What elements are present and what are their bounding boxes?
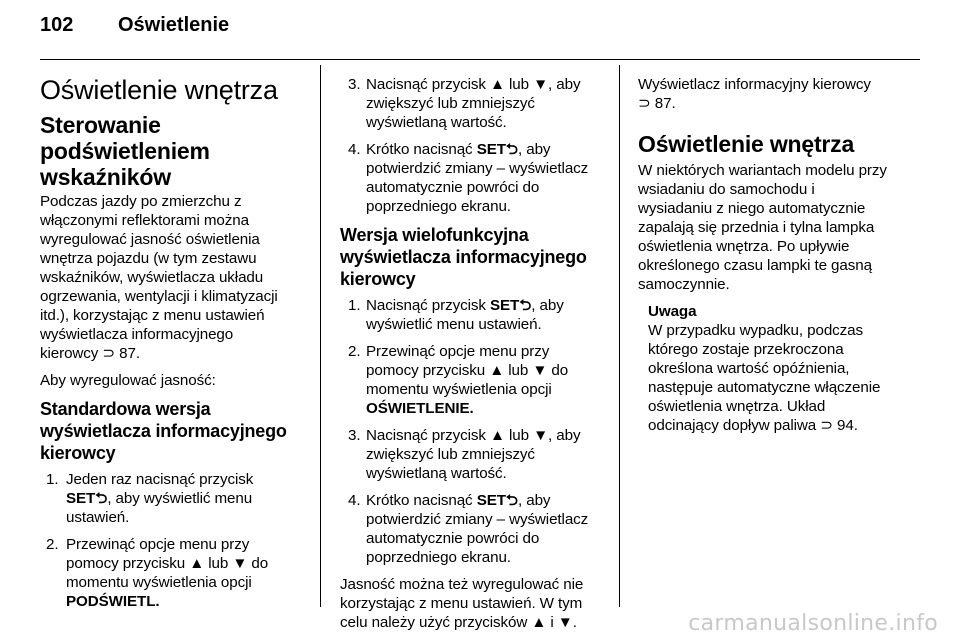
heading-line: kierowcy — [340, 269, 416, 289]
text-line: określonego czasu lampki te gasną — [638, 257, 872, 274]
text-line: Wyświetlacz informacyjny kierowcy — [638, 76, 871, 93]
text-line: momentu wyświetlenia opcji — [366, 381, 552, 398]
body-paragraph — [638, 161, 908, 294]
text-line: Przewinąć opcje menu przy — [66, 536, 250, 553]
text-line: ogrzewania, wentylacji i klimatyzacji — [40, 288, 278, 305]
text-line: momentu wyświetlenia opcji — [66, 574, 252, 591]
text-line: W niektórych wariantach modelu przy — [638, 162, 887, 179]
text-line: Podczas jazdy po zmierzchu z — [40, 193, 242, 210]
text-line: wnętrza pojazdu (w tym zestawu — [40, 250, 257, 267]
reference-paragraph — [638, 75, 908, 113]
section-title: Oświetlenie — [118, 14, 230, 36]
text-line: wsiadaniu do samochodu i — [638, 181, 815, 198]
heading-line: wyświetlacza informacyjnego — [40, 421, 287, 441]
text-line: zwiększyć lub zmniejszyć — [366, 95, 535, 112]
step-number: 2. — [46, 536, 59, 553]
text-line: automatycznie powróci do — [366, 179, 540, 196]
step-number: 1. — [46, 471, 59, 488]
adjust-instruction: Aby wyregulować jasność: — [40, 372, 216, 389]
text-line: wyświetlacza informacyjnego — [40, 326, 234, 343]
text-line: SET⮌, aby wyświetlić menu — [66, 490, 253, 507]
page-number: 102 — [40, 14, 74, 36]
text-line: zapalają się przednia i tylna lampka — [638, 219, 875, 236]
text-line: Jeden raz nacisnąć przycisk — [66, 471, 254, 488]
text-line: automatycznie powróci do — [366, 530, 540, 547]
text-line: zwiększyć lub zmniejszyć — [366, 446, 535, 463]
heading-line: podświetleniem — [40, 138, 210, 164]
text-line: samoczynnie. — [638, 276, 730, 293]
text-line: oświetlenia wnętrza. Po upływie — [638, 238, 850, 255]
heading-multifunction-display — [340, 224, 608, 290]
text-line: oświetlenia wnętrza. Układ — [648, 398, 826, 415]
text-line: Nacisnąć przycisk SET⮌, aby — [366, 297, 564, 314]
step-item — [340, 75, 608, 132]
text-line: którego zostaje przekroczona — [648, 341, 844, 358]
step-item — [40, 535, 302, 611]
text-line: pomocy przycisku ▲ lub ▼ do — [366, 362, 569, 379]
step-item — [340, 342, 608, 418]
heading-standard-display — [40, 398, 302, 464]
page-reference-link[interactable]: odcinający dopływ paliwa ⊃ 94. — [648, 417, 858, 434]
step-number: 3. — [348, 76, 361, 93]
text-line: określona wartość opóźnienia, — [648, 360, 850, 377]
text-line: wyregulować jasność oświetlenia — [40, 231, 260, 248]
column-2 — [340, 75, 608, 640]
heading-line: Standardowa wersja — [40, 399, 211, 419]
text-line: Nacisnąć przycisk ▲ lub ▼, aby — [366, 76, 581, 93]
text-line: W przypadku wypadku, podczas — [648, 322, 863, 339]
text-line: poprzedniego ekranu. — [366, 549, 511, 566]
text-line: pomocy przycisku ▲ lub ▼ do — [66, 555, 269, 572]
set-key-label: SET⮌ — [476, 141, 518, 158]
heading-interior-lighting: Oświetlenie wnętrza — [40, 75, 278, 105]
page-reference-link[interactable]: ⊃ 87. — [638, 95, 676, 112]
text-line: poprzedniego ekranu. — [366, 198, 511, 215]
heading-line: Wersja wielofunkcyjna — [340, 225, 529, 245]
column-divider-1 — [320, 65, 321, 607]
heading-line: wskaźników — [40, 164, 171, 190]
column-divider-2 — [619, 65, 620, 607]
header-divider — [40, 59, 920, 60]
text-line: włączonymi reflektorami można — [40, 212, 249, 229]
text-line: OŚWIETLENIE. — [366, 400, 474, 417]
standard-steps-list — [40, 470, 302, 611]
set-key-label: SET⮌ — [489, 297, 532, 314]
step-item — [340, 426, 608, 483]
heading-line: Sterowanie — [40, 112, 161, 138]
step-number: 3. — [348, 427, 361, 444]
text-line: itd.), korzystając z menu ustawień — [40, 307, 265, 324]
text-line: potwierdzić zmiany – wyświetlacz — [366, 511, 589, 528]
note-title: Uwaga — [648, 303, 697, 320]
text-line: wyświetlaną wartość. — [366, 114, 507, 131]
text-line: korzystając z menu ustawień. W tym — [340, 595, 583, 612]
column-3 — [638, 75, 908, 435]
column-1 — [40, 74, 302, 619]
heading-line: kierowcy — [40, 443, 116, 463]
set-key-label: SET⮌ — [476, 492, 518, 509]
text-line: celu należy użyć przycisków ▲ i ▼. — [340, 614, 577, 631]
text-line: wysiadaniu z niego automatycznie — [638, 200, 866, 217]
text-line: ustawień. — [66, 509, 130, 526]
text-line: Krótko nacisnąć SET⮌, aby — [366, 141, 551, 158]
text-line: kierowcy ⊃ 87. — [40, 345, 140, 362]
text-line: Jasność można też wyregulować nie — [340, 576, 584, 593]
step-item — [340, 296, 608, 334]
closing-paragraph — [340, 575, 608, 632]
text-line: wyświetlić menu ustawień. — [366, 316, 542, 333]
heading-line: wyświetlacza informacyjnego — [340, 247, 587, 267]
step-item — [340, 491, 608, 567]
text-line: Krótko nacisnąć SET⮌, aby — [366, 492, 551, 509]
step-number: 4. — [348, 141, 361, 158]
standard-steps-continued — [340, 75, 608, 216]
multifunction-steps-list — [340, 296, 608, 567]
text-line: PODŚWIETL. — [66, 593, 160, 610]
step-number: 1. — [348, 297, 361, 314]
set-key-label: SET⮌ — [66, 490, 108, 507]
text-line: Przewinąć opcje menu przy — [366, 343, 550, 360]
step-item — [40, 470, 302, 527]
text-line: następuje automatyczne włączenie — [648, 379, 881, 396]
text-line: wyświetlaną wartość. — [366, 465, 507, 482]
intro-paragraph — [40, 192, 302, 363]
watermark: carmanualsonline.info — [688, 611, 938, 636]
step-number: 2. — [348, 343, 361, 360]
heading-dashboard-lighting — [40, 112, 302, 190]
heading-interior-lighting-2: Oświetlenie wnętrza — [638, 131, 855, 157]
text-line: wskaźników, wyświetlacza układu — [40, 269, 264, 286]
text-line: potwierdzić zmiany – wyświetlacz — [366, 160, 589, 177]
note-box — [648, 302, 908, 435]
step-number: 4. — [348, 492, 361, 509]
text-line: Nacisnąć przycisk ▲ lub ▼, aby — [366, 427, 581, 444]
step-item — [340, 140, 608, 216]
